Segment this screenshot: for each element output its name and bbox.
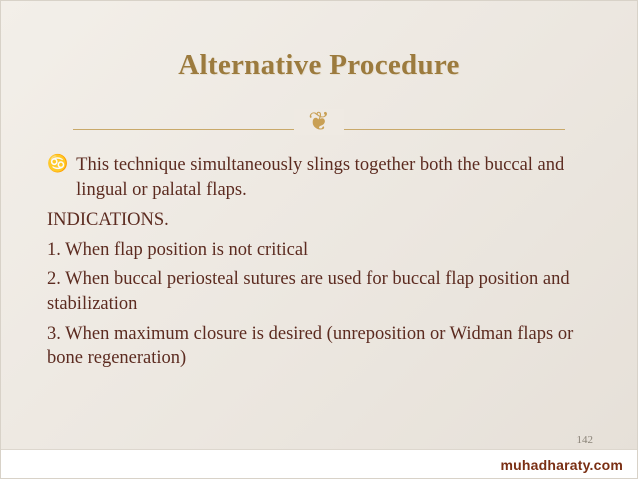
list-item (47, 153, 597, 202)
page-title: Alternative Procedure (178, 49, 460, 81)
slide-content-area (1, 1, 637, 478)
body-content (47, 153, 597, 376)
indications-heading: INDICATIONS. (47, 210, 169, 231)
watermark-text: muhadharaty.com (500, 457, 623, 473)
ornament-icon (1, 109, 637, 135)
page-number: 142 (576, 434, 593, 446)
indication-item-2: 2. When buccal periosteal sutures are used for buccal flap position and stabilization (47, 269, 570, 314)
ornament-glyph: ❦ (294, 109, 344, 135)
bullet-icon: ♋ (47, 154, 69, 173)
indication-item-3: 3. When maximum closure is desired (unreposition or Widman flaps or bone regeneration) (47, 323, 574, 369)
footer-bar (1, 449, 637, 478)
indication-item-1: 1. When flap position is not critical (47, 239, 309, 260)
list-item-text: This technique simultaneously slings together both the buccal and lingual or palatal flaps. (76, 155, 565, 200)
